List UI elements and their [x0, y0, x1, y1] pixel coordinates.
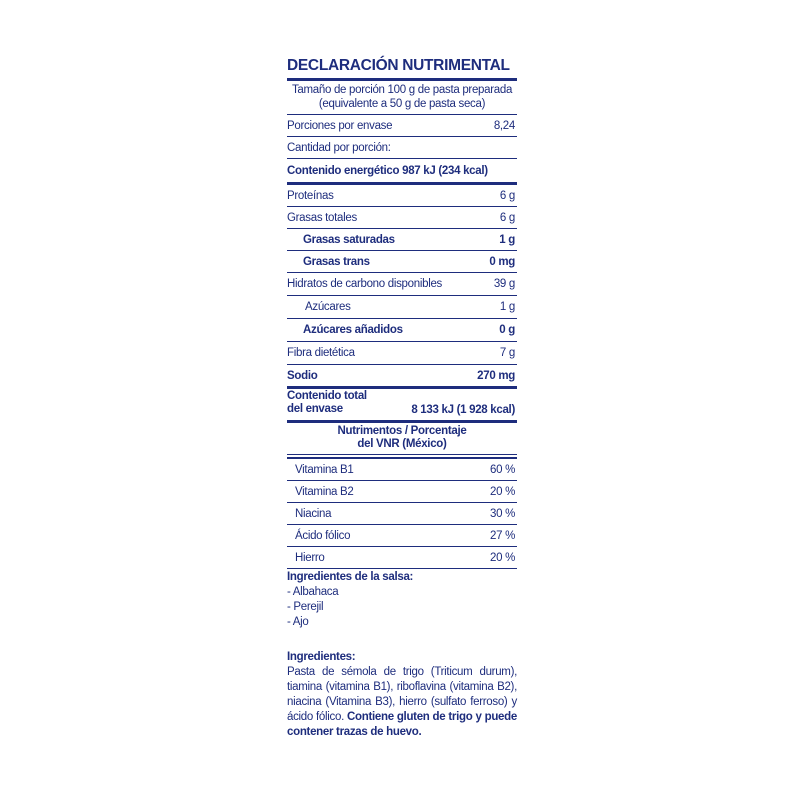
vnr-header	[287, 423, 517, 455]
nutrient-row-added-sugars	[287, 319, 517, 342]
quantity-row	[287, 137, 517, 159]
sauce-ingredients	[287, 570, 517, 630]
nutrient-value: 1 g	[499, 233, 515, 246]
nutrient-row-sodium	[287, 365, 517, 389]
vnr-value: 30 %	[489, 507, 515, 520]
sauce-heading: Ingredientes de la salsa:	[287, 571, 414, 583]
portions-label: Porciones por envase	[287, 119, 393, 132]
vnr-label: Vitamina B2	[295, 485, 354, 498]
vnr-header-line-2: del VNR (México)	[357, 438, 447, 450]
nutrient-row-trans-fat	[287, 251, 517, 273]
nutrient-value: 0 g	[499, 324, 515, 336]
ingredients-heading: Ingredientes:	[287, 651, 356, 663]
nutrient-row-sugars	[287, 296, 517, 319]
vnr-value: 20 %	[489, 551, 515, 564]
vnr-value: 20 %	[489, 485, 515, 498]
vnr-row-niacin	[287, 503, 517, 525]
sauce-item: - Ajo	[287, 616, 309, 628]
nutrient-value: 6 g	[499, 189, 515, 202]
vnr-header-line-1: Nutrimentos / Porcentaje	[337, 425, 467, 437]
energy-row	[287, 159, 517, 185]
total-line-1: Contenido total	[287, 390, 367, 402]
nutrient-row-proteins	[287, 185, 517, 207]
serving-size	[287, 81, 517, 115]
nutrient-value: 1 g	[499, 301, 515, 313]
serving-line-2: (equivalente a 50 g de pasta seca)	[318, 98, 486, 110]
vnr-row-folic-acid	[287, 525, 517, 547]
nutrient-label: Grasas totales	[287, 211, 357, 224]
sauce-item: - Perejil	[287, 601, 324, 613]
nutrient-label: Sodio	[287, 369, 318, 382]
total-content	[287, 389, 517, 423]
nutrient-row-saturated-fat	[287, 229, 517, 251]
portions-value: 8,24	[493, 119, 515, 132]
nutrient-value: 0 mg	[489, 255, 515, 268]
vnr-row-vitamin-b1	[287, 459, 517, 481]
nutrient-label: Hidratos de carbono disponibles	[287, 278, 442, 290]
vnr-value: 60 %	[489, 463, 515, 476]
nutrient-label: Proteínas	[287, 189, 334, 202]
vnr-label: Vitamina B1	[295, 463, 354, 476]
ingredients	[287, 650, 517, 740]
nutrient-label: Fibra dietética	[287, 347, 355, 359]
nutrient-row-carbohydrates	[287, 273, 517, 296]
vnr-row-iron	[287, 547, 517, 569]
nutrient-value: 7 g	[499, 347, 515, 359]
nutrient-row-fiber	[287, 342, 517, 365]
nutrient-value: 6 g	[499, 211, 515, 224]
vnr-label: Niacina	[295, 507, 332, 520]
ingredients-body: Pasta de sémola de trigo (Triticum durum), tiamina (vitamina B1), riboflavina (vitamina B2), niacina (Vitamina B3), hierro (sulfato ferroso) y ácido fólico.	[287, 666, 517, 723]
nutrient-label: Grasas saturadas	[303, 233, 395, 246]
vnr-table	[287, 457, 517, 569]
nutrient-label: Grasas trans	[303, 255, 370, 268]
vnr-label: Hierro	[295, 551, 325, 564]
quantity-label: Cantidad por porción:	[287, 141, 391, 154]
vnr-value: 27 %	[489, 529, 515, 542]
vnr-row-vitamin-b2	[287, 481, 517, 503]
allergen-warning: Contiene gluten de trigo y puede contener trazas de huevo.	[287, 711, 517, 738]
vnr-label: Ácido fólico	[295, 529, 351, 542]
nutrient-value: 39 g	[493, 278, 515, 290]
energy-text: Contenido energético 987 kJ (234 kcal)	[287, 164, 488, 177]
ingredients-text	[287, 665, 517, 740]
sauce-item: - Albahaca	[287, 586, 339, 598]
total-line-2: del envase	[287, 403, 343, 415]
nutrition-label	[287, 56, 517, 569]
nutrient-value: 270 mg	[477, 369, 515, 382]
serving-line-1: Tamaño de porción 100 g de pasta preparada	[291, 84, 513, 96]
portions-row	[287, 115, 517, 137]
total-value: 8 133 kJ (1 928 kcal)	[411, 404, 515, 416]
label-title: DECLARACIÓN NUTRIMENTAL	[287, 56, 517, 81]
nutrient-row-total-fat	[287, 207, 517, 229]
nutrient-label: Azúcares añadidos	[303, 324, 403, 336]
nutrient-label: Azúcares	[305, 301, 351, 313]
